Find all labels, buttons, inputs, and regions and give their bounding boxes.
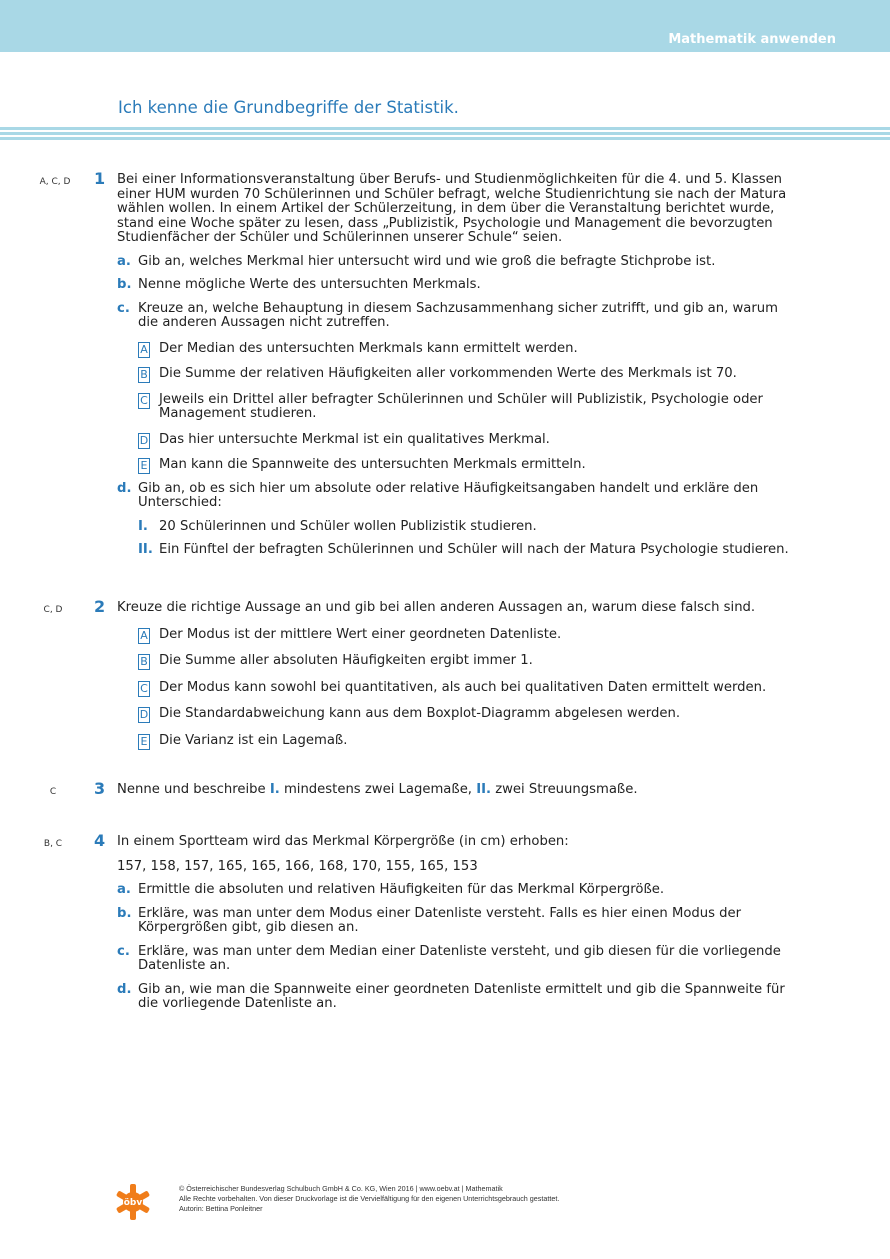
subtask-text: Erkläre, was man unter dem Modus einer Datenliste versteht. Falls es hier einen Modus der Körpergrößen gibt, gib diesen an. — [138, 905, 742, 935]
competency-codes: C, D — [43, 605, 63, 615]
option-text: Die Standardabweichung kann aus dem Boxplot-Diagramm abgelesen werden. — [159, 706, 681, 721]
subtask-label: b. — [117, 277, 132, 292]
option-a[interactable] — [117, 342, 790, 357]
option-text: Der Modus kann sowohl bei quantitativen, als auch bei qualitativen Daten ermittelt werden. — [159, 679, 767, 695]
checkbox[interactable]: C — [138, 393, 150, 409]
option-a[interactable] — [117, 628, 790, 643]
roman-item-1 — [117, 520, 790, 535]
subtask-a — [117, 883, 790, 898]
option-d[interactable] — [117, 433, 790, 448]
checkbox[interactable]: B — [138, 654, 150, 670]
task-number: 3 — [94, 779, 106, 798]
competency-codes: B, C — [43, 839, 63, 849]
checkbox[interactable]: A — [138, 342, 150, 358]
task-number: 1 — [94, 169, 106, 188]
task-text: Bei einer Informationsveranstaltung über Berufs- und Studienmöglichkeiten für die 4. und 5. Klassen einer HUM wurden 70 Schülerinnen und Schüler befragt, welche Studienrichtung sie nach der Matura wählen wollen. In einem Artikel der Schülerzeitung, in dem über die Veranstaltung berichtet wurde, stand eine Woche später zu lesen, dass „Publizistik, Psychologie und Management die bevorzugten Studienfächer der Schüler und Schülerinnen unserer Schule“ seien. — [117, 172, 787, 245]
subtask-label: d. — [117, 480, 132, 496]
checkbox[interactable]: A — [138, 628, 150, 644]
roman-text: Ein Fünftel der befragten Schülerinnen und Schüler will nach der Matura Psychologie studieren. — [159, 542, 789, 557]
subtask-text: Gib an, welches Merkmal hier untersucht wird und wie groß die befragte Stichprobe ist. — [138, 253, 716, 269]
svg-text:öbv: öbv — [123, 1198, 143, 1208]
subtask-c — [117, 945, 790, 974]
title-underline — [0, 127, 890, 142]
checkbox[interactable]: B — [138, 367, 150, 383]
subtask-d — [117, 482, 790, 511]
option-e[interactable] — [117, 734, 790, 749]
task-number: 2 — [94, 597, 106, 616]
subtask-c — [117, 302, 790, 331]
option-text: Das hier untersuchte Merkmal ist ein qualitatives Merkmal. — [159, 431, 550, 447]
option-text: Die Summe aller absoluten Häufigkeiten ergibt immer 1. — [159, 653, 533, 668]
page-title: Ich kenne die Grundbegriffe der Statistik. — [118, 98, 459, 117]
subtask-b — [117, 907, 790, 936]
footer-copyright: © Österreichischer Bundesverlag Schulbuch GmbH & Co. KG, Wien 2016 | www.oebv.at | Mathematik — [179, 1184, 503, 1193]
option-c[interactable] — [117, 681, 790, 696]
option-text: Jeweils ein Drittel aller befragter Schülerinnen und Schüler will Publizistik, Psychologie oder Management studieren. — [159, 391, 763, 421]
subtask-b — [117, 278, 790, 293]
oebv-logo-icon — [115, 1184, 151, 1220]
option-text: Der Modus ist der mittlere Wert einer geordneten Datenliste. — [159, 626, 562, 642]
subtask-label: b. — [117, 905, 132, 921]
option-b[interactable] — [117, 367, 790, 382]
option-c[interactable] — [117, 393, 790, 422]
roman-text: 20 Schülerinnen und Schüler wollen Publizistik studieren. — [159, 518, 537, 534]
checkbox[interactable]: C — [138, 681, 150, 697]
option-text: Die Summe der relativen Häufigkeiten aller vorkommenden Werte des Merkmals ist 70. — [159, 366, 737, 381]
subtask-text: Kreuze an, welche Behauptung in diesem Sachzusammenhang sicher zutrifft, und gib an, warum die anderen Aussagen nicht zutreffen. — [138, 300, 778, 330]
roman-label: I. — [138, 518, 148, 534]
subtask-label: a. — [117, 253, 131, 269]
option-d[interactable] — [117, 707, 790, 722]
option-e[interactable] — [117, 458, 790, 473]
subtask-text: Erkläre, was man unter dem Median einer Datenliste versteht, und gib diesen für die vorliegende Datenliste an. — [138, 943, 781, 973]
checkbox[interactable]: D — [139, 433, 149, 447]
competency-codes: C — [49, 787, 57, 797]
option-text: Der Median des untersuchten Merkmals kann ermittelt werden. — [159, 340, 578, 356]
section-label: Mathematik anwenden — [668, 32, 836, 47]
task-text: Kreuze die richtige Aussage an und gib bei allen anderen Aussagen an, warum diese falsch sind. — [117, 600, 756, 615]
option-text: Man kann die Spannweite des untersuchten Merkmals ermitteln. — [159, 457, 586, 472]
checkbox[interactable]: D — [139, 708, 149, 721]
subtask-label: c. — [117, 943, 130, 959]
footer-rights: Alle Rechte vorbehalten. Von dieser Druckvorlage ist die Vervielfältigung für den eigenen Unterrichtsgebrauch gestattet. — [179, 1194, 560, 1203]
roman-item-2 — [117, 543, 790, 558]
option-text: Die Varianz ist ein Lagemaß. — [159, 732, 348, 748]
option-b[interactable] — [117, 654, 790, 669]
subtask-label: a. — [117, 882, 131, 897]
checkbox[interactable]: E — [138, 734, 150, 750]
footer-author: Autorin: Bettina Ponleitner — [179, 1204, 263, 1213]
subtask-a — [117, 255, 790, 270]
subtask-label: d. — [117, 981, 132, 997]
subtask-text: Gib an, ob es sich hier um absolute oder relative Häufigkeitsangaben handelt und erkläre den Unterschied: — [138, 480, 759, 510]
data-list: 157, 158, 157, 165, 165, 166, 168, 170, 155, 165, 153 — [117, 858, 478, 874]
subtask-text: Ermittle die absoluten und relativen Häufigkeiten für das Merkmal Körpergröße. — [138, 882, 665, 897]
subtask-text: Gib an, wie man die Spannweite einer geordneten Datenliste ermittelt und gib die Spannweite für die vorliegende Datenliste an. — [138, 981, 785, 1011]
task-text: In einem Sportteam wird das Merkmal Körpergröße (in cm) erhoben: — [117, 834, 569, 849]
task-text: Nenne und beschreibe I. mindestens zwei Lagemaße, II. zwei Streuungsmaße. — [117, 782, 638, 797]
subtask-text: Nenne mögliche Werte des untersuchten Merkmals. — [138, 277, 481, 292]
subtask-label: c. — [117, 300, 130, 316]
subtask-d — [117, 983, 790, 1012]
footer — [179, 1184, 559, 1214]
roman-label: II. — [138, 542, 153, 557]
competency-codes: A, C, D — [39, 177, 71, 187]
checkbox[interactable]: E — [138, 458, 150, 474]
task-number: 4 — [94, 831, 106, 850]
